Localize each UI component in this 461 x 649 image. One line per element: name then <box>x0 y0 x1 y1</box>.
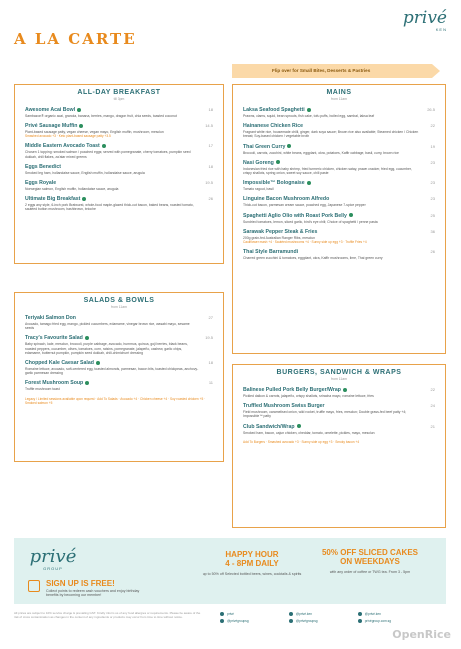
item-desc: Plant-based sausage patty, vegan cheese, vegan mayo, English muffin, mushroom, mesclun <box>25 130 164 135</box>
item-price: 26 <box>208 196 213 202</box>
salads-note: from 11am <box>111 305 127 309</box>
breakfast-heading <box>15 89 223 101</box>
brand-logo <box>403 10 447 32</box>
item-price: 11 <box>208 380 213 386</box>
item-name: Privé Sausage Muffin <box>25 123 78 130</box>
breakfast-note: till 3pm <box>113 97 125 101</box>
menu-item[interactable] <box>25 180 213 191</box>
mains-heading <box>233 89 445 101</box>
item-desc: Sambazon® organic acai, granola, banana, berries, mango, dragon fruit, chia seeds, toasted coconut <box>25 114 177 118</box>
item-name: Middle Eastern Avocado Toast <box>25 143 100 150</box>
social-link[interactable]: privégroup.com.sg <box>358 619 426 623</box>
burgers-heading <box>233 369 445 381</box>
item-price: 19.5 <box>205 335 213 341</box>
salads-heading <box>15 297 223 309</box>
cake-promo-sub: with any order of coffee or TWG tea. From 3 - 5pm <box>329 570 411 574</box>
item-price: 19.5 <box>205 180 213 186</box>
social-link[interactable]: @privégroupsg <box>220 619 288 623</box>
social-link[interactable]: @privé.ken <box>289 612 357 616</box>
item-price: 23 <box>430 159 435 165</box>
item-price: 22 <box>430 387 435 392</box>
item-name: Awesome Acai Bowl <box>25 107 76 113</box>
footer-disclaimer: All prices are subject to 10% service charge & prevailing GST. Kindly inform us of any food allergies or requirements. Please be aware of the risk of cross contamination as changes in the content of any ingredients or products may occur from time to time without notice. <box>14 611 201 619</box>
item-name: Forest Mushroom Soup <box>25 380 84 387</box>
menu-item[interactable] <box>243 160 435 175</box>
item-price: 18 <box>208 163 213 169</box>
menu-item[interactable] <box>243 123 435 138</box>
vegetarian-icon <box>85 381 89 385</box>
menu-item[interactable] <box>243 387 435 398</box>
item-desc: Thick-cut bacon, parmesan cream sauce, poached egg, Japanese 7-spice pepper <box>243 203 366 208</box>
menu-item[interactable] <box>25 335 213 355</box>
instagram-icon <box>289 619 293 623</box>
menu-item[interactable] <box>25 196 213 211</box>
item-desc: Smoked ham, bacon, cajun chicken, cheddar, tomato, omelette, pickles, mayo, mesclun <box>243 430 375 435</box>
salads-addons: Legacy / Limited sessions available upon request · Add To Salads · Avocado +4 · Chicken cheese +4 · Soy roasted chicken +5 · Smoked salmon +5 <box>25 396 206 405</box>
happy-hour-title: HAPPY HOUR 4 - 8PM DAILY <box>225 550 279 568</box>
burgers-addons: Add To Burgers · Smashed avocado +3 · Sunny side up egg +3 · Smoky bacon +4 <box>243 439 360 444</box>
item-desc: Chosen 1 topping: smoked salmon / poached eggs; served with pomegranate, cherry tomatoes, pumpkin seed dukkah, chili flakes, za'atar mixed greens <box>25 150 191 159</box>
item-name: Thai Green Curry <box>243 143 286 150</box>
menu-item[interactable] <box>243 249 435 260</box>
item-price: 23 <box>430 196 435 202</box>
menu-item[interactable] <box>243 213 435 224</box>
spicy-icon <box>343 388 347 392</box>
item-name: Hainanese Chicken Rice <box>243 123 303 130</box>
menu-item[interactable] <box>243 107 435 118</box>
vegan-icon <box>79 124 83 128</box>
item-price: 14.5 <box>205 123 213 129</box>
item-name: Eggs Benedict <box>25 163 62 170</box>
item-price: 17 <box>208 143 213 149</box>
menu-item[interactable] <box>25 380 213 391</box>
item-name: Chopped Kale Caesar Salad <box>25 360 94 367</box>
promo-logo-brand: privé <box>29 546 77 567</box>
item-price: 22 <box>430 123 435 129</box>
burgers-panel <box>232 364 446 528</box>
signature-icon <box>82 197 86 201</box>
member-card-icon <box>28 580 40 592</box>
globe-icon <box>220 612 224 616</box>
item-desc: Pickled daikon & carrots, jalapeño, crispy shallots, sriracha mayo, romaine lettuce, fries <box>243 394 374 398</box>
item-name: Eggs Royale <box>25 180 57 187</box>
social-links <box>220 612 446 626</box>
item-price: 23 <box>430 180 435 186</box>
burgers-note: from 11am <box>331 377 347 381</box>
item-addon: Smashed avocado +3 · Keto plant-based sausage patty +3.5 <box>25 134 111 139</box>
item-name: Impossible™ Bolognaise <box>243 180 305 187</box>
item-desc: Field mushroom, caramelised onion, wild rocket, truffle mayo, fries, mesclun; Double grass-fed beef patty +4; Impossible™ patty <box>243 410 407 419</box>
item-desc: Smoked leg ham, hollandaise sauce, English muffin, hollandaise sauce, arugula <box>25 170 145 175</box>
item-name: Club Sandwich/Wrap <box>243 423 295 430</box>
item-name: Laksa Seafood Spaghetti <box>243 107 305 113</box>
vegan-icon <box>85 336 89 340</box>
menu-item[interactable] <box>243 424 435 435</box>
item-desc: Fragrant white rice, housemade chilli, ginger, dark soya sauce; Brown rice also available; Steamed chicken / Chicken breast; Soy-based chicken / vegetable broth <box>243 130 419 139</box>
item-price: 36 <box>430 228 435 234</box>
item-name: Nasi Goreng <box>243 159 274 166</box>
item-price: 18 <box>208 360 213 366</box>
menu-item[interactable] <box>25 107 213 118</box>
menu-item[interactable] <box>25 143 213 158</box>
menu-item[interactable] <box>25 360 213 375</box>
happy-hour-promo <box>192 550 312 576</box>
signup-desc: Collect points to redeem cash vouchers and enjoy birthday benefits by becoming our member! <box>46 589 140 598</box>
menu-item[interactable] <box>243 144 435 155</box>
item-desc: 200g grain-fed Australian Ranger Ribs, mesclun <box>243 235 315 240</box>
mains-panel <box>232 84 446 354</box>
item-name: Sarawak Pepper Steak & Fries <box>243 228 318 235</box>
social-link[interactable]: @privégroupsg <box>289 619 357 623</box>
promo-logo-sub: GROUP <box>43 566 63 571</box>
menu-item[interactable] <box>25 164 213 175</box>
social-link[interactable]: privé <box>220 612 288 616</box>
page-title: A LA CARTE <box>14 30 137 48</box>
instagram-icon <box>358 612 362 616</box>
promo-logo <box>24 548 82 571</box>
mains-note: from 11am <box>331 97 347 101</box>
item-desc: Tomato ragout, basil <box>243 187 274 192</box>
breakfast-title: ALL-DAY BREAKFAST <box>77 89 161 96</box>
spicy-icon <box>276 160 280 164</box>
item-price: 19 <box>430 143 435 149</box>
item-name: Truffled Mushroom Swiss Burger <box>243 403 325 410</box>
item-desc: Indonesian fried rice with baby shrimp, fried turmeric chicken, chicken satay, prawn cracker, fried egg, cucumber, crispy shallots, spring onion, sweet soy sauce, chili paste <box>243 166 412 176</box>
item-price: 27 <box>208 315 213 320</box>
signature-icon <box>297 424 301 428</box>
signup-title: SIGN UP IS FREE! <box>46 579 115 588</box>
item-desc: 2 eggs any style, 6-inch pork Bratwurst, whole-food maple-glazed thick-cut bacon, baked beans, roasted tomato, sautéed button mushroom, hashbrown, brioche <box>25 203 194 212</box>
item-desc: Truffle mushroom toast <box>25 387 60 392</box>
salads-items <box>25 315 213 405</box>
spicy-icon <box>307 108 311 112</box>
cake-promo <box>310 548 430 574</box>
item-addon: Cauliflower mash +4 · Sautéed mushrooms +4 · Sunny side up egg +3 · Truffle Fries +4 <box>243 240 367 245</box>
facebook-icon <box>220 619 224 623</box>
cake-promo-title: 50% OFF SLICED CAKES ON WEEKDAYS <box>321 548 418 566</box>
mains-title: MAINS <box>326 89 352 96</box>
logo-brand: privé <box>402 8 447 28</box>
item-price: 26 <box>430 249 435 255</box>
item-name: Teriyaki Salmon Don <box>25 315 76 321</box>
item-desc: Baby spinach, kale, mesclun, broccoli, purple cabbage, avocado, hummus, quinoa, goji berries, black beans, roasted peppers, cucumber, olives, tomatoes, corn, raisins, pomegranate, jalapeño, cashew, garlic chips, edamame, butternut pumpkin, pumpkin seed dukkah, chili-chimichurri dressing <box>25 342 188 355</box>
item-price: 21 <box>430 423 435 429</box>
item-price: 25 <box>430 212 435 218</box>
promo-bar <box>14 538 446 604</box>
item-desc: Avocado, tamago fried egg, mango, pickled cucumbers, edamame, vinegar brown rice, wasabi mayo, sesame seeds <box>25 322 190 331</box>
burgers-title: BURGERS, SANDWICH & WRAPS <box>276 369 402 376</box>
item-name: Tracy's Favourite Salad <box>25 335 83 342</box>
item-desc: Norwegian salmon, English muffin, hollandaise sauce, arugula <box>25 187 119 192</box>
item-name: Linguine Bacon Mushroom Alfredo <box>243 196 330 203</box>
item-price: 18 <box>208 107 213 112</box>
vegan-icon <box>287 144 291 148</box>
menu-item[interactable] <box>243 229 435 244</box>
item-price: 24 <box>430 403 435 409</box>
vegetarian-icon <box>96 361 100 365</box>
vegan-icon <box>77 108 81 112</box>
menu-item[interactable] <box>25 123 213 138</box>
item-desc: Prawns, clams, squid, bean sprouts, fish cake, tofu puffs, boiled egg, sambal, laksa leaf <box>243 114 375 118</box>
logo-sub: KEN <box>435 27 447 32</box>
flip-over-banner: Flip over for Small Bites, Desserts & Pastries <box>232 64 432 78</box>
item-price: 26.5 <box>427 107 435 112</box>
menu-item[interactable] <box>25 315 213 330</box>
watermark: OpenRice <box>392 628 451 641</box>
item-desc: Romaine lettuce, avocado, soft-centered egg, toasted almonds, parmesan, bacon bits, toasted chickpeas, anchovy-garlic parmesan dressing <box>25 367 199 376</box>
menu-item[interactable] <box>243 403 435 418</box>
vegan-icon <box>307 181 311 185</box>
mains-items <box>243 107 435 265</box>
happy-hour-sub: up to 50% off Selected bottled beers, wines, cocktails & spirits <box>202 572 302 576</box>
spicy-icon <box>349 213 353 217</box>
burgers-items <box>243 387 435 444</box>
item-name: Spaghetti Aglio Olio with Roast Pork Belly <box>243 212 347 219</box>
item-name: Ultimate Big Breakfast <box>25 196 81 203</box>
globe-icon <box>358 619 362 623</box>
salads-panel <box>14 292 224 462</box>
social-link[interactable]: @privé.ken <box>358 612 426 616</box>
breakfast-panel <box>14 84 224 264</box>
facebook-icon <box>289 612 293 616</box>
vegetarian-icon <box>102 144 106 148</box>
item-desc: Broccoli, carrots, zucchini, white beans, eggplant, okra, potatoes, Kaffir cabbage, basil, curry, brown rice <box>243 150 399 155</box>
item-desc: Charred green zucchini & tomatoes, eggplant, okra, Kaffir mushrooms, lime, Thai green curry <box>243 256 383 261</box>
breakfast-items <box>25 107 213 217</box>
item-name: Balinese Pulled Pork Belly Burger/Wrap <box>243 387 341 393</box>
salads-title: SALADS & BOWLS <box>83 297 155 304</box>
item-name: Thai Style Barramundi <box>243 249 299 256</box>
menu-item[interactable] <box>243 196 435 207</box>
item-desc: Sundried tomatoes, lemon, sliced garlic, bird's eye chili; Choice of spaghetti / penne pasta <box>243 219 378 224</box>
menu-item[interactable] <box>243 180 435 191</box>
